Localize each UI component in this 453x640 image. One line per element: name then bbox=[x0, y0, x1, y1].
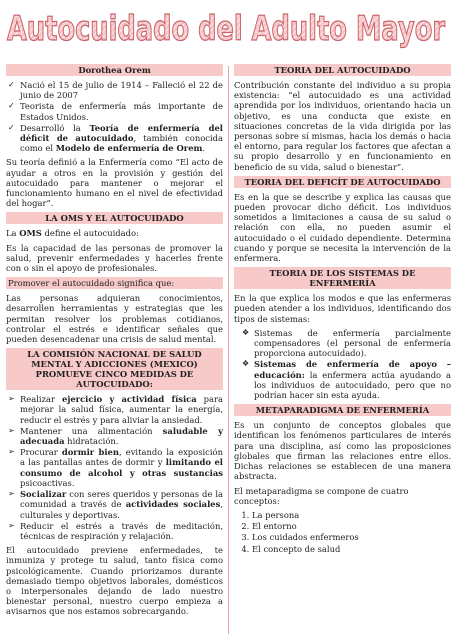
column-divider bbox=[228, 66, 229, 634]
check-icon: ✓ bbox=[8, 80, 15, 89]
section-header-promover: Promover el autocuidado significa que: bbox=[6, 277, 223, 289]
oms-definition: Es la capacidad de las personas de promover la salud, prevenir enfermedades y hacerles frente con o sin el apoyo de profesionales. bbox=[6, 242, 223, 274]
right-column bbox=[234, 64, 451, 558]
cierre-text: El autocuidado previene enfermedades, te inmuniza y protege tu salud, tanto física como psicológicamente. Cuando priorizamos durante demasiado tiempo objetivos laborales, domésticos o interpersonales dejando de lado nuestro bienestar personal, nuestro cuerpo empieza a avisarnos que nos estamos sobrecargando. bbox=[6, 545, 223, 617]
arrow-right-icon: ➢ bbox=[8, 447, 15, 457]
deficit-text: Es en la que se describe y explica las causas que pueden provocar dicho déficit. Los individuos sometidos a limitaciones a causa de su salud o relación con ella, no pueden asumir el autocuidado o el cuidado dependiente. Determina cuando y porque se necesita la intervención de la enfermera. bbox=[234, 191, 451, 264]
check-icon: ✓ bbox=[8, 101, 15, 111]
sistemas-text: En la que explica los modos e que las enfermeras pueden atender a los individuos, identificando dos tipos de sistemas: bbox=[234, 293, 451, 324]
meta-intro: El metaparadigma se compone de cuatro conceptos: bbox=[234, 485, 409, 506]
page-title bbox=[0, 4, 453, 52]
medidas-list bbox=[6, 394, 223, 541]
sistemas-list bbox=[234, 328, 451, 400]
diamond-icon: ❖ bbox=[242, 327, 250, 337]
section-header-oms: LA OMS Y EL AUTOCUIDADO bbox=[6, 212, 223, 224]
list-item: ➢ Reducir el estrés a través de meditación, técnicas de respiración y relajación. bbox=[8, 520, 223, 541]
left-column bbox=[6, 64, 223, 621]
page-title-text: Autocuidado del Adulto Mayor bbox=[7, 9, 446, 49]
list-item: ➢ Procurar dormir bien, evitando la exposición a las pantallas antes de dormir y limitando el consumo de alcohol y otras sustancias psicoactivas. bbox=[8, 447, 223, 488]
list-item: ➢ Mantener una alimentación saludable y adecuada hidratación. bbox=[8, 425, 223, 447]
conceptos-list bbox=[234, 510, 451, 554]
list-item: ✓ Nació el 15 de julio de 1914 – Falleció el 22 de junio de 2007 bbox=[8, 80, 223, 101]
list-item: 1. La persona bbox=[252, 510, 451, 520]
list-item: 2. El entorno bbox=[252, 521, 451, 531]
section-header-comision: LA COMISIÓN NACIONAL DE SALUD MENTAL Y ADICCIONES (MEXICO) PROMUEVE CINCO MEDIDAS DE AUTOCUIDADO: bbox=[6, 348, 223, 390]
arrow-right-icon: ➢ bbox=[8, 394, 15, 404]
list-item: 3. Los cuidados enfermeros bbox=[252, 532, 451, 542]
promover-text: Las personas adquieran conocimientos, desarrollen herramientas y estrategias que les permitan resolver los problemas cotidianos, controlar el estrés e identificar señales que pueden desencadenar una crisis de salud mental. bbox=[6, 293, 223, 345]
list-item: ❖ Sistemas de enfermería de apoyo – educación: la enfermera actúa ayudando a los individuos de autocuidado, pero que no podrían hacer sin esta ayuda. bbox=[242, 359, 451, 401]
arrow-right-icon: ➢ bbox=[8, 489, 15, 499]
diamond-icon: ❖ bbox=[242, 359, 250, 369]
list-item: ✓ Teorista de enfermería más importante de Estados Unidos. bbox=[8, 101, 223, 122]
meta-text: Es un conjunto de conceptos globales que identifican los fenómenos particulares de interés para una disciplina, así como las proposiciones globales que firman las relaciones entre ellos. Dichas relaciones se establecen de una manera abstracta. bbox=[234, 420, 451, 482]
list-item: ➢ Socializar con seres queridos y personas de la comunidad a través de actividades sociales, culturales y deportivas. bbox=[8, 489, 223, 520]
section-header-sistemas: TEORIA DE LOS SISTEMAS DE ENFERMERÍA bbox=[234, 267, 451, 289]
list-item: ➢ Realizar ejercicio y actividad física para mejorar la salud física, aumentar la energía, reducir el estrés y para aliviar la ansiedad. bbox=[8, 394, 223, 425]
section-header-orem: Dorothea Orem bbox=[6, 64, 223, 76]
section-header-deficit: TEORIA DEL DEFICÍT DE AUTOCUIDADO bbox=[234, 176, 451, 188]
section-header-teoria: TEORIA DEL AUTOCUIDADO bbox=[234, 64, 451, 76]
section-header-metaparadigma: METAPARADIGMA DE ENFERMERÍA bbox=[234, 404, 451, 416]
bio-list bbox=[6, 80, 223, 153]
list-item: ❖ Sistemas de enfermería parcialmente compensadores (el personal de enfermería proporciona autocuidado). bbox=[242, 327, 451, 359]
check-icon: ✓ bbox=[8, 122, 15, 132]
teoria-text: Contribución constante del individuo a su propia existencia: “el autocuidado es una actividad aprendida por los individuos, orientando hacia un objetivo, es una conducta que existe en situaciones concretas de la vida dirigida por las personas sobre sí mismas, hacia los demás o hacia el entorno, para regular los factores que afectan a su propio desarrollo y en funcionamiento en beneficio de su vida, salud o bienestar”. bbox=[234, 80, 451, 172]
oms-intro: La OMS define el autocuidado: bbox=[6, 228, 139, 239]
arrow-right-icon: ➢ bbox=[8, 520, 15, 530]
list-item: 4. El concepto de salud bbox=[252, 544, 451, 554]
orem-definition: Su teoría definió a la Enfermería como “El acto de ayudar a otros en la provisión y gestión del autocuidado para mantener o mejorar el funcionamiento humano en el nivel de efectividad del hogar”. bbox=[6, 157, 223, 209]
list-item: ✓ Desarrolló la Teoría de enfermería del déficit de autocuidado, también conocida como el Modelo de enfermería de Orem. bbox=[8, 122, 223, 154]
arrow-right-icon: ➢ bbox=[8, 425, 15, 435]
